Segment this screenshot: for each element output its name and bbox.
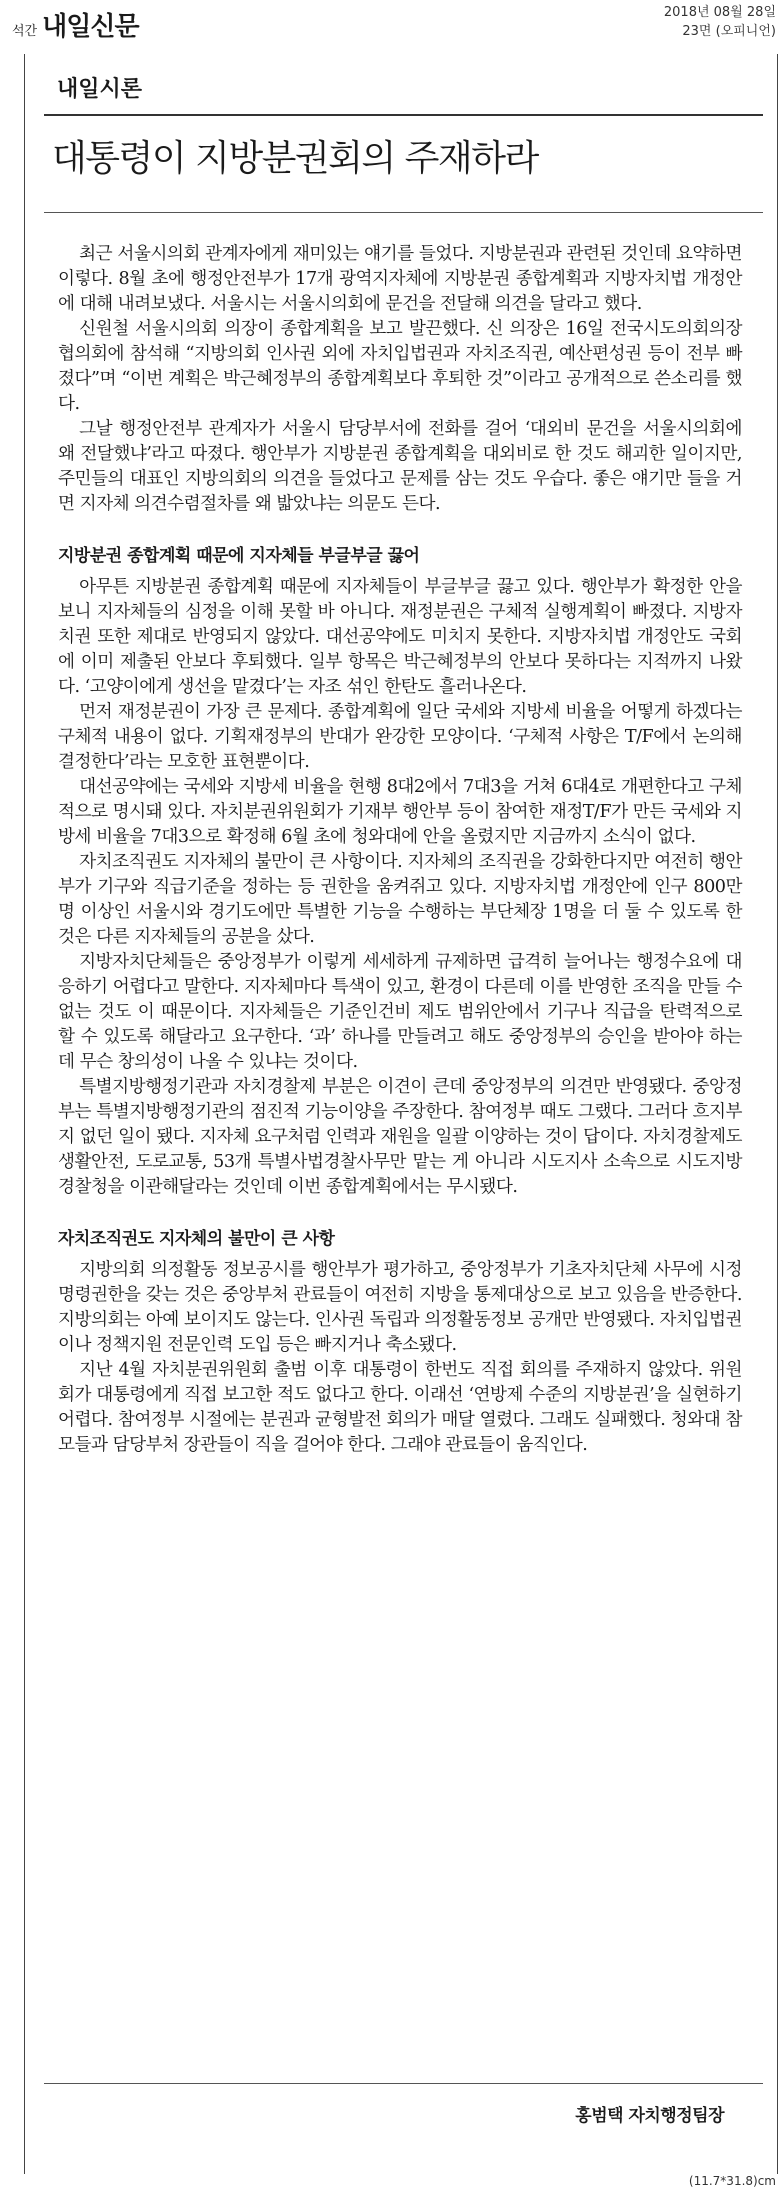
top-divider bbox=[44, 114, 763, 116]
paragraph: 아무튼 지방분권 종합계획 때문에 지자체들이 부글부글 끓고 있다. 행안부가 확정한 안을 보니 지자체들의 심정을 이해 못할 바 아니다. 재정분권은 구체적 실행계획이 빠졌다. 지방자치권 또한 제대로 반영되지 않았다. 대선공약에도 미치지 못한다. 지방자치법 개정안도 국회에 이미 제출된 안보다 후퇴했다. 일부 항목은 박근혜정부의 안보다 못하다는 지적까지 나왔다. ‘고양이에게 생선을 맡겼다’는 자조 섞인 한탄도 흘러나온다. bbox=[58, 577, 742, 697]
headline-divider bbox=[44, 212, 763, 213]
paragraph: 지방자치단체들은 중앙정부가 이렇게 세세하게 규제하면 급격히 늘어나는 행정수요에 대응하기 어렵다고 말한다. 지자체마다 특색이 있고, 환경이 다른데 이를 반영한 조직을 만들 수 없는 것도 이 때문이다. 지자체들은 기준인건비 제도 범위안에서 기구나 직급을 탄력적으로 할 수 있도록 해달라고 요구한다. ‘과’ 하나를 만들려고 해도 중앙정부의 승인을 받아야 하는데 무슨 창의성이 나올 수 있냐는 것이다. bbox=[58, 952, 742, 1072]
page-number: 23면 (오피니언) bbox=[682, 24, 776, 39]
paragraph: 신원철 서울시의회 의장이 종합계획을 보고 발끈했다. 신 의장은 16일 전국시도의회의장협의회에 참석해 “지방의회 인사권 외에 자치입법권과 자치조직권, 예산편성권 등이 전부 빠졌다”며 “이번 계획은 박근혜정부의 종합계획보다 후퇴한 것”이라고 공개적으로 쓴소리를 했다. bbox=[58, 319, 742, 414]
byline-divider bbox=[44, 2083, 763, 2084]
article-headline: 대통령이 지방분권회의 주재하라 bbox=[52, 138, 538, 179]
issue-meta bbox=[664, 3, 776, 41]
logo-main: 내일신문 bbox=[42, 12, 139, 42]
subheading: 지방분권 종합계획 때문에 지자체들 부글부글 끓어 bbox=[58, 546, 420, 566]
section-label: 내일시론 bbox=[57, 77, 143, 102]
paragraph: 대선공약에는 국세와 지방세 비율을 현행 8대2에서 7대3을 거쳐 6대4로 개편한다고 구체적으로 명시돼 있다. 자치분권위원회가 기재부 행안부 등이 참여한 재정T/F가 만든 국세와 지방세 비율을 7대3으로 확정해 6월 초에 청와대에 안을 올렸지만 지금까지 소식이 없다. bbox=[58, 777, 742, 847]
print-size-note: (11.7*31.8)cm bbox=[688, 2174, 776, 2188]
subheading: 자치조직권도 지자체의 불만이 큰 사항 bbox=[58, 1229, 335, 1249]
paragraph: 먼저 재정분권이 가장 큰 문제다. 종합계획에 일단 국세와 지방세 비율을 어떻게 하겠다는 구체적 내용이 없다. 기획재정부의 반대가 완강한 모양이다. ‘구체적 사항은 T/F에서 논의해 결정한다’라는 모호한 표현뿐이다. bbox=[58, 702, 742, 772]
logo-prefix: 석간 bbox=[12, 24, 38, 39]
article-body bbox=[58, 242, 742, 1458]
paragraph: 최근 서울시의회 관계자에게 재미있는 얘기를 들었다. 지방분권과 관련된 것인데 요약하면 이렇다. 8월 초에 행정안전부가 17개 광역지자체에 지방분권 종합계획과 지방자치법 개정안에 대해 내려보냈다. 서울시는 서울시의회에 문건을 전달해 의견을 달라고 했다. bbox=[58, 244, 742, 314]
paragraph: 지난 4월 자치분권위원회 출범 이후 대통령이 한번도 직접 회의를 주재하지 않았다. 위원회가 대통령에게 직접 보고한 적도 없다고 한다. 이래선 ‘연방제 수준의 지방분권’을 실현하기 어렵다. 참여정부 시절에는 분권과 균형발전 회의가 매달 열렸다. 그래도 실패했다. 청와대 참모들과 담당부처 장관들이 직을 걸어야 한다. 그래야 관료들이 움직인다. bbox=[58, 1360, 742, 1455]
issue-date: 2018년 08월 28일 bbox=[663, 5, 776, 20]
newspaper-logo[interactable] bbox=[12, 6, 139, 43]
paragraph: 자치조직권도 지자체의 불만이 큰 사항이다. 지자체의 조직권을 강화한다지만 여전히 행안부가 기구와 직급기준을 정하는 등 권한을 움켜쥐고 있다. 지방자치법 개정안에 인구 800만명 이상인 서울시와 경기도에만 특별한 기능을 수행하는 부단체장 1명을 더 둘 수 있도록 한 것은 다른 지자체들의 공분을 샀다. bbox=[58, 852, 742, 947]
paragraph: 특별지방행정기관과 자치경찰제 부분은 이견이 큰데 중앙정부의 의견만 반영됐다. 중앙정부는 특별지방행정기관의 점진적 기능이양을 주장한다. 참여정부 때도 그랬다. 그러다 흐지부지 없던 일이 됐다. 지자체 요구처럼 인력과 재원을 일괄 이양하는 것이 답이다. 자치경찰제도 생활안전, 도로교통, 53개 특별사법경찰사무만 맡는 게 아니라 시도지사 소속으로 시도지방경찰청을 이관해달라는 것인데 이번 종합계획에서는 무시됐다. bbox=[58, 1077, 742, 1197]
paragraph: 그날 행정안전부 관계자가 서울시 담당부서에 전화를 걸어 ‘대외비 문건을 서울시의회에 왜 전달했냐’라고 따졌다. 행안부가 지방분권 종합계획을 대외비로 한 것도 해괴한 일이지만, 주민들의 대표인 지방의회의 의견을 들었다고 문제를 삼는 것도 우습다. 좋은 얘기만 들을 거면 지자체 의견수렴절차를 왜 밟았냐는 의문도 든다. bbox=[58, 419, 742, 514]
masthead bbox=[0, 0, 784, 52]
paragraph: 지방의회 의정활동 정보공시를 행안부가 평가하고, 중앙정부가 기초자치단체 사무에 시정명령권한을 갖는 것은 중앙부처 관료들이 여전히 지방을 통제대상으로 보고 있음을 반증한다. 지방의회는 아예 보이지도 않는다. 인사권 독립과 의정활동정보 공개만 반영됐다. 자치입법권이나 정책지원 전문인력 도입 등은 빠지거나 축소됐다. bbox=[58, 1260, 742, 1355]
author-byline: 홍범택 자치행정팀장 bbox=[575, 2106, 724, 2126]
